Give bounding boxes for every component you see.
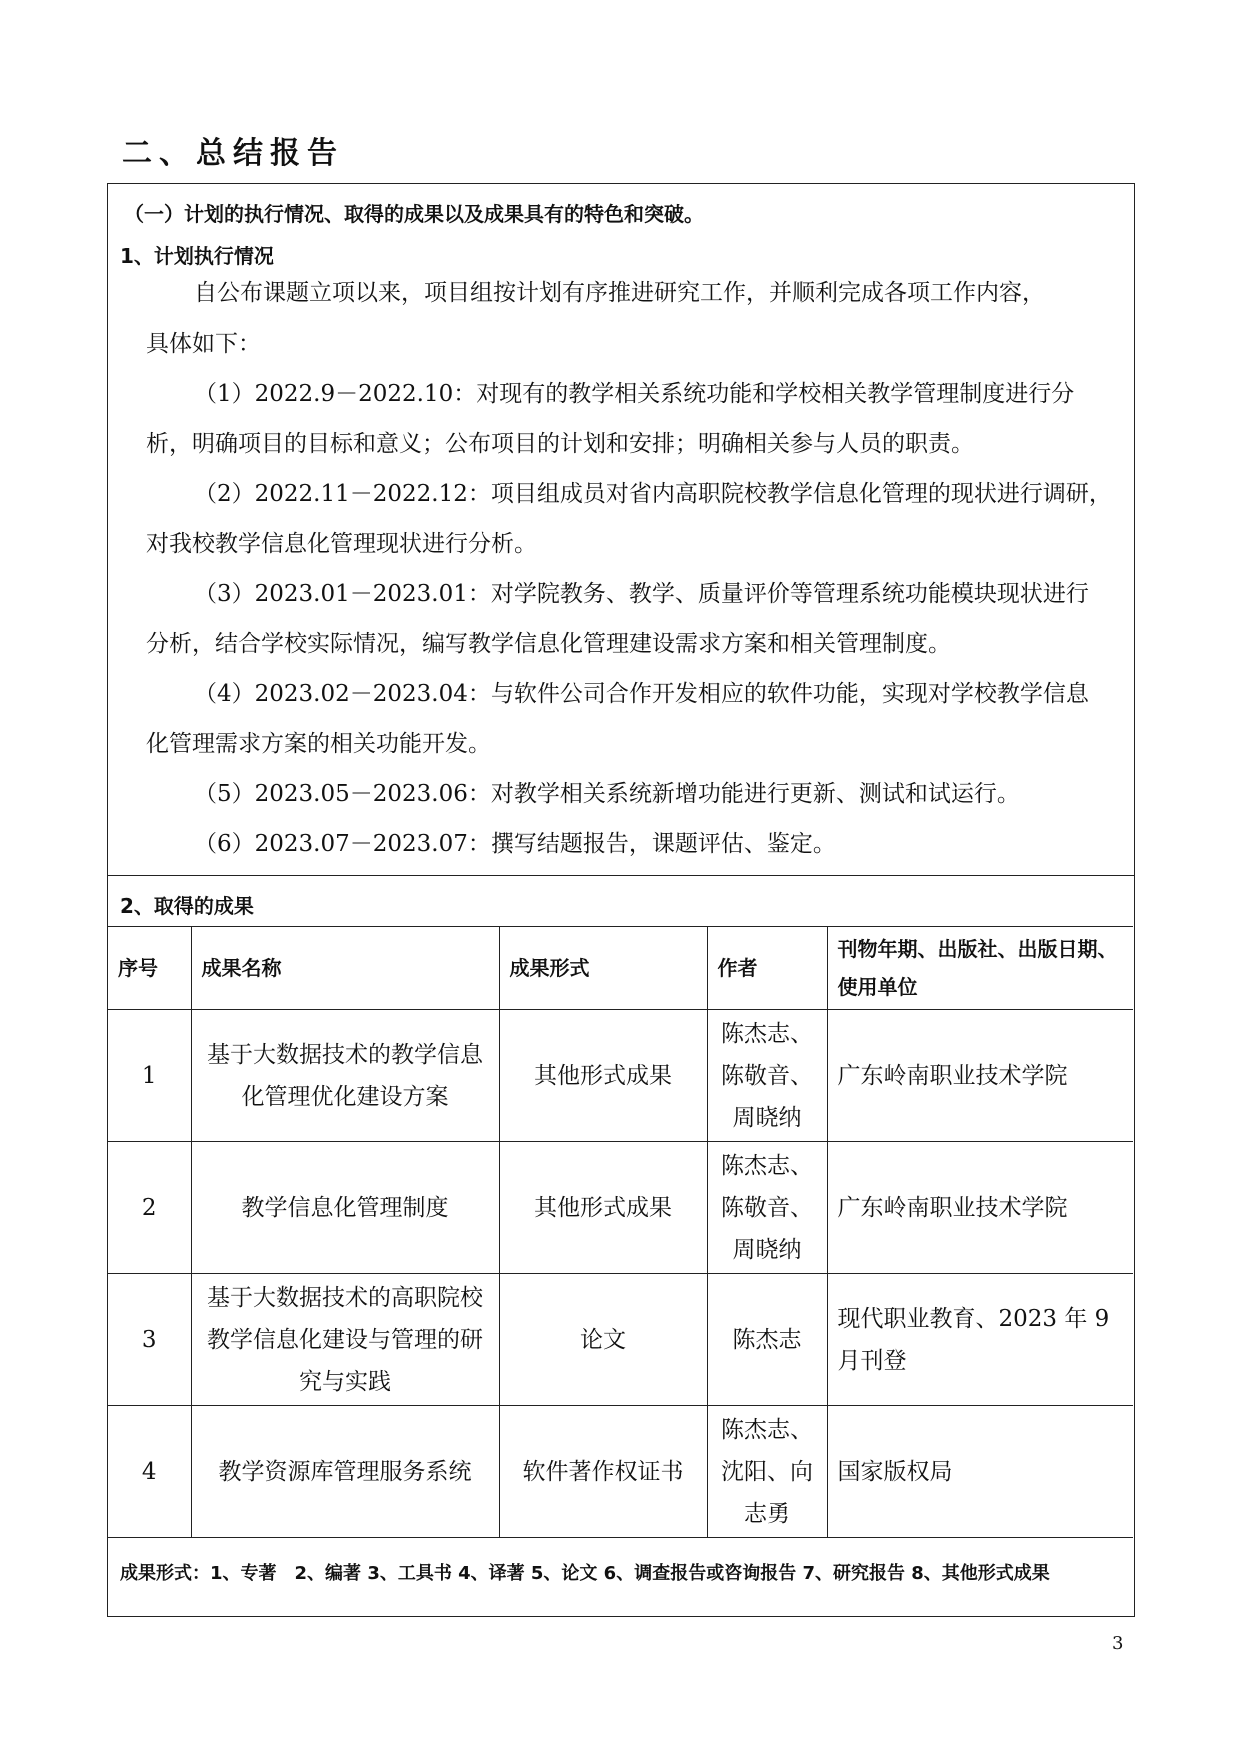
cell-form: 软件著作权证书 — [499, 1406, 707, 1538]
paragraph-line: 分析，结合学校实际情况，编写教学信息化管理建设需求方案和相关管理制度。 — [146, 631, 951, 657]
cell-form: 其他形式成果 — [499, 1010, 707, 1142]
cell-no: 4 — [108, 1406, 191, 1538]
cell-publisher: 国家版权局 — [827, 1406, 1133, 1538]
paragraph-line: （1）2022.9－2022.10：对现有的教学相关系统功能和学校相关教学管理制度进行分 — [194, 381, 1075, 407]
paragraph-line: （2）2022.11－2022.12：项目组成员对省内高职院校教学信息化管理的现状进行调研， — [194, 481, 1112, 507]
paragraph-line: （6）2023.07－2023.07：撰写结题报告，课题评估、鉴定。 — [194, 831, 836, 857]
results-heading: 2、取得的成果 — [120, 894, 254, 918]
column-header-name: 成果名称 — [191, 927, 499, 1010]
column-header-form: 成果形式 — [499, 927, 707, 1010]
table-row — [108, 1010, 1133, 1142]
cell-author: 陈杰志、陈敬音、周晓纳 — [707, 1010, 827, 1142]
cell-publisher: 广东岭南职业技术学院 — [827, 1142, 1133, 1274]
plan-execution-heading: 1、计划执行情况 — [120, 244, 274, 268]
table-row — [108, 1142, 1133, 1274]
cell-author: 陈杰志 — [707, 1274, 827, 1406]
paragraph-line: （4）2023.02－2023.04：与软件公司合作开发相应的软件功能，实现对学校教学信息 — [194, 681, 1089, 707]
column-header-no: 序号 — [108, 927, 191, 1010]
cell-name: 教学信息化管理制度 — [191, 1142, 499, 1274]
cell-no: 3 — [108, 1274, 191, 1406]
cell-name: 基于大数据技术的高职院校教学信息化建设与管理的研究与实践 — [191, 1274, 499, 1406]
paragraph-line: 对我校教学信息化管理现状进行分析。 — [146, 531, 537, 557]
column-header-publisher: 刊物年期、出版社、出版日期、使用单位 — [827, 927, 1133, 1010]
paragraph-line: （3）2023.01－2023.01：对学院教务、教学、质量评价等管理系统功能模块现状进行 — [194, 581, 1089, 607]
paragraph-line: 自公布课题立项以来，项目组按计划有序推进研究工作，并顺利完成各项工作内容， — [194, 280, 1045, 306]
plan-execution-section — [108, 184, 1134, 876]
results-form-legend: 成果形式：1、专著 2、编著 3、工具书 4、译著 5、论文 6、调查报告或咨询报告 7、研究报告 8、其他形式成果 — [120, 1563, 1050, 1584]
cell-publisher: 现代职业教育、2023 年 9 月刊登 — [827, 1274, 1133, 1406]
cell-no: 2 — [108, 1142, 191, 1274]
cell-name: 教学资源库管理服务系统 — [191, 1406, 499, 1538]
page-title: 二、总结报告 — [122, 136, 344, 171]
paragraph-line: 具体如下： — [146, 331, 261, 357]
cell-author: 陈杰志、陈敬音、周晓纳 — [707, 1142, 827, 1274]
cell-form: 论文 — [499, 1274, 707, 1406]
column-header-author: 作者 — [707, 927, 827, 1010]
cell-publisher: 广东岭南职业技术学院 — [827, 1010, 1133, 1142]
cell-form: 其他形式成果 — [499, 1142, 707, 1274]
cell-no: 1 — [108, 1010, 191, 1142]
table-row — [108, 1274, 1133, 1406]
table-header-row — [108, 927, 1133, 1010]
paragraph-line: （5）2023.05－2023.06：对教学相关系统新增功能进行更新、测试和试运行。 — [194, 781, 1020, 807]
page-number: 3 — [1112, 1633, 1124, 1654]
results-table — [108, 926, 1133, 1538]
paragraph-line: 化管理需求方案的相关功能开发。 — [146, 731, 491, 757]
section-heading: （一）计划的执行情况、取得的成果以及成果具有的特色和突破。 — [124, 202, 704, 226]
cell-name: 基于大数据技术的教学信息化管理优化建设方案 — [191, 1010, 499, 1142]
cell-author: 陈杰志、沈阳、向志勇 — [707, 1406, 827, 1538]
report-frame — [107, 183, 1135, 1617]
paragraph-line: 析，明确项目的目标和意义；公布项目的计划和安排；明确相关参与人员的职责。 — [146, 431, 974, 457]
table-row — [108, 1406, 1133, 1538]
